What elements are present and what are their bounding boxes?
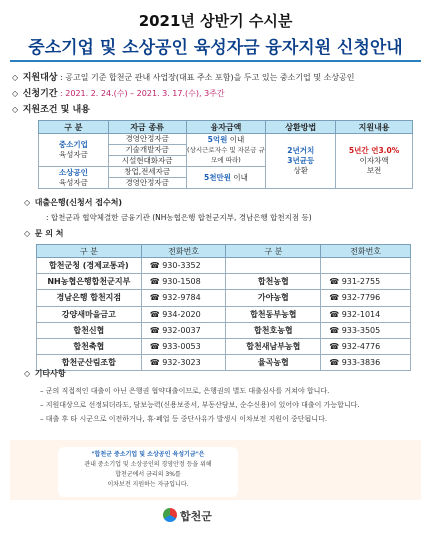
contact-name-cell [37,290,142,306]
repay-line3: 상환 [293,166,308,175]
contact-phone: 932-4776 [341,342,381,352]
note-item: – 대출 후 타 시군으로 이전하거나, 휴·폐업 등 중단사유가 발생시 이차보전 지원이 중단됩니다. [40,415,328,423]
contact-name-cell [226,258,321,274]
contact-name-cell [37,258,142,274]
sme-amount: 5억원 [207,135,228,144]
table-row [37,290,411,306]
contact-name: 합천농협 [257,277,289,287]
contact-phone: 933-3505 [341,325,381,335]
contact-phone: 931-2755 [341,277,381,287]
promo-line3: 합천군에서 금리의 3%를 [115,471,181,478]
table-row [37,338,411,354]
contact-name: 합천호농협 [254,325,293,335]
contact-name: 강양새마을금고 [61,309,116,319]
contact-name-cell [37,274,142,290]
contact-phone: 930-3352 [162,261,201,271]
diamond-icon: ◇ [12,73,19,82]
support-line3: 보전 [366,166,382,175]
page-subtitle: 2021년 상반기 수시분 [138,12,293,30]
phone-icon: ☎ [329,325,342,335]
support-line2: 이자차액 [359,156,389,165]
contact-name-cell [37,306,142,322]
fund-cell: 창업,전세자금 [108,167,186,178]
contact-phone-cell [141,290,226,306]
fund-cell: 시설현대화자금 [108,156,186,167]
contact-phone-cell [141,355,226,371]
contact-phone: 932-3023 [162,358,201,368]
table-row [37,274,411,290]
phone-icon: ☎ [149,309,163,319]
sme-amount-suffix: 이내 [229,135,245,144]
contact-name: 합천군산림조합 [61,358,116,368]
sme-cell [39,134,109,167]
small-sub: 육성자금 [58,177,88,187]
contact-phone-cell [321,355,411,371]
contact-name: 합천군청 (경제교통과) [49,261,129,271]
contact-phone-cell [141,258,226,274]
notes-row [24,368,66,379]
sme-amount-cell [186,134,266,167]
note-item: – 지원대상으로 선정되더라도, 담보능력(신용보증서, 부동산담보, 순수신용)이 있어야 대출이 가능합니다. [40,401,360,409]
contact-row [24,228,63,239]
phone-icon: ☎ [149,342,163,352]
fund-cell: 기술개발자금 [108,145,186,156]
contact-phone-cell [141,274,226,290]
table-header: 자금 종류 [108,121,186,134]
bank-row [24,197,122,208]
repay-line1: 2년거치 [287,146,315,155]
target-label: 지원대상 [22,73,58,83]
conditions-table [38,120,413,189]
notes-label: 기타사항 [34,369,66,378]
promo-line2: 관내 중소기업 및 소상공인의 경영안정 등을 위해 [84,461,212,468]
table-row [37,355,411,371]
contact-name-cell [226,338,321,354]
bank-text: : 합천군과 협약체결한 금융기관 (NH농협은행 합천군지부, 경남은행 합천지점 등) [46,213,312,222]
contact-phone-cell [321,322,411,338]
diamond-icon: ◇ [24,198,31,207]
page-title: 중소기업 및 소상공인 육성자금 융자지원 신청안내 [28,38,403,58]
contact-name: 율곡농협 [257,358,289,368]
contact-phone: 932-9784 [162,293,201,303]
contact-name: 합천신협 [73,325,105,335]
phone-icon: ☎ [329,309,342,319]
title-box [10,6,421,62]
contact-name: NH농협은행합천군지부 [47,277,131,287]
sme-sub: 육성자금 [58,150,88,159]
small-cell [39,167,109,189]
phone-icon: ☎ [149,277,163,287]
period-label: 신청기간 [22,89,58,99]
diamond-icon: ◇ [12,89,19,98]
promo-card [58,447,238,497]
contact-phone: 934-2020 [162,309,201,319]
phone-icon: ☎ [329,277,342,287]
conditions-row [12,102,90,115]
table-header: 상환방법 [266,121,336,134]
contact-phone-cell [321,290,411,306]
sme-amount-note: (상시근로자수 및 자본금 규모에 따라) [187,146,265,164]
contact-phone-cell [321,274,411,290]
contact-table [36,244,411,371]
table-header: 융자금액 [186,121,266,134]
contact-phone: 932-7796 [341,293,381,303]
contact-name: 경남은행 합천지점 [56,293,122,303]
phone-icon: ☎ [149,325,163,335]
table-header: 구 분 [39,121,109,134]
fund-cell: 경영안정자금 [108,178,186,189]
sme-label: 중소기업 [58,140,88,149]
period-text: : 2021. 2. 24.(수) – 2021. 3. 17.(수), 3주간 [60,89,225,98]
contact-name: 가야농협 [257,293,289,303]
note-item: – 군의 직접적인 대출이 아닌 은행권 협약대출이므로, 은행권의 별도 대출심사를 거쳐야 합니다. [40,387,330,395]
period-row [12,86,225,99]
target-text: : 공고일 기준 합천군 관내 사업장(대표 주소 포함)을 두고 있는 중소기업 및 소상공인 [60,73,355,82]
contact-name-cell [226,306,321,322]
contact-name-cell [226,274,321,290]
table-header: 전화번호 [321,245,411,258]
conditions-label: 지원조건 및 내용 [22,105,90,115]
contact-phone-cell [141,322,226,338]
table-header: 구 분 [37,245,142,258]
repay-cell [266,134,336,189]
diamond-icon: ◇ [24,229,31,238]
contact-phone: 933-3836 [341,358,381,368]
contact-name: 합천축협 [73,342,105,352]
phone-icon: ☎ [329,342,342,352]
table-header: 지원내용 [336,121,413,134]
small-amount-suffix: 이내 [233,172,248,182]
table-header: 구 분 [226,245,321,258]
small-amount-cell [186,167,266,189]
table-row [37,306,411,322]
repay-line2: 3년균등 [287,156,315,165]
diamond-icon: ◇ [12,105,19,114]
contact-phone-cell [321,306,411,322]
contact-label: 문 의 처 [34,229,64,238]
county-logo-icon [163,508,177,522]
notes-list [40,384,360,426]
support-line1: 5년간 연3.0% [348,146,400,155]
target-row [12,70,355,83]
phone-icon: ☎ [329,358,342,368]
contact-phone-cell [141,306,226,322]
promo-line1: "합천군 중소기업 및 소상공인 육성기금"은 [91,451,205,458]
contact-phone: 933-0053 [162,342,201,352]
contact-phone-cell [321,258,411,274]
contact-phone: 932-0037 [162,325,201,335]
county-logo-text: 합천군 [180,510,212,523]
table-header: 전화번호 [141,245,226,258]
small-label: 소상공인 [58,167,88,177]
contact-name-cell [226,322,321,338]
contact-phone: 930-1508 [162,277,201,287]
contact-name: 합천동부농협 [250,309,297,319]
contact-phone-cell [141,338,226,354]
phone-icon: ☎ [149,261,163,271]
contact-name: 합천새남부농협 [246,342,301,352]
contact-phone-cell [321,338,411,354]
phone-icon: ☎ [329,293,342,303]
support-cell [336,134,413,189]
table-row [37,322,411,338]
bank-label: 대출은행(신청서 접수처) [34,198,123,207]
contact-name-cell [37,322,142,338]
table-row [37,258,411,274]
diamond-icon: ◇ [24,369,31,378]
phone-icon: ☎ [149,293,163,303]
fund-cell: 경영안정자금 [108,134,186,145]
contact-phone: 932-1014 [341,309,381,319]
phone-icon: ☎ [149,358,163,368]
small-amount: 5천만원 [204,172,231,182]
promo-line4: 이차보전 지원하는 자금입니다. [107,481,189,488]
contact-name-cell [37,338,142,354]
contact-name-cell [226,290,321,306]
contact-name-cell [226,355,321,371]
